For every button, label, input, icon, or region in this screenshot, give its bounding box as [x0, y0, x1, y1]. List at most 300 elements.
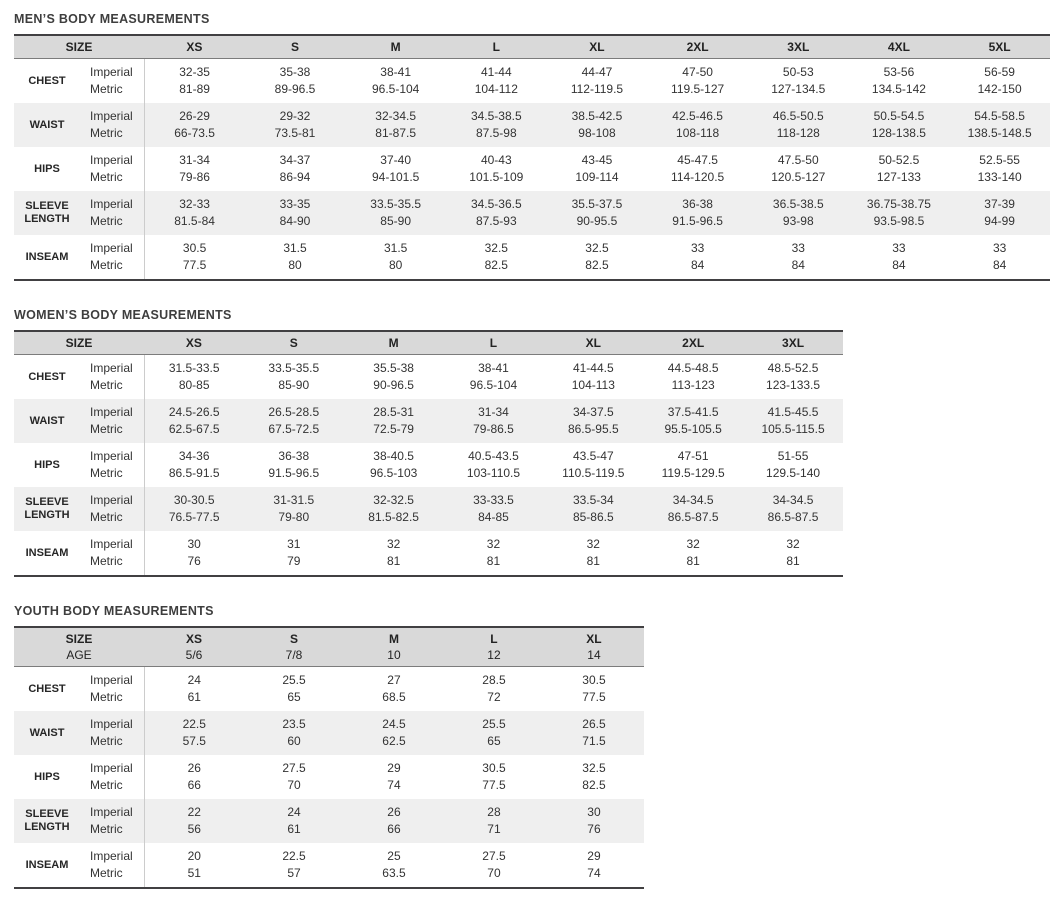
metric-label: Metric — [90, 466, 123, 480]
row-label: SLEEVE LENGTH — [24, 496, 70, 521]
metric-value: 133-140 — [977, 170, 1022, 184]
measurement-cell — [345, 59, 446, 104]
measurement-cell — [849, 235, 950, 280]
measurement-cell — [544, 711, 644, 755]
measurement-cell — [344, 799, 444, 843]
metric-value: 90-96.5 — [373, 378, 414, 392]
size-value: M — [390, 40, 401, 54]
metric-value: 70 — [487, 866, 501, 880]
measurement-cell — [444, 399, 544, 443]
imperial-value: 34-36 — [178, 449, 210, 463]
imperial-value: 30.5 — [582, 673, 606, 687]
imperial-label: Imperial — [90, 761, 133, 775]
imperial-value: 26 — [187, 761, 201, 775]
unit-column — [80, 399, 144, 443]
unit-column — [80, 755, 144, 799]
measurement-cell — [849, 147, 950, 191]
measurement-cell — [344, 667, 444, 712]
imperial-value: 32 — [686, 537, 700, 551]
imperial-label: Imperial — [90, 537, 133, 551]
imperial-value: 37-40 — [380, 153, 411, 167]
metric-value: 96.5-104 — [469, 378, 518, 392]
imperial-value: 33.5-35.5 — [268, 361, 320, 375]
metric-value: 114-120.5 — [671, 170, 725, 184]
metric-value: 77.5 — [182, 258, 207, 272]
measurement-cell — [144, 531, 244, 576]
metric-value: 66-73.5 — [174, 126, 215, 140]
metric-value: 84 — [892, 258, 906, 272]
measurement-cell — [547, 147, 648, 191]
size-col-header — [345, 35, 446, 59]
metric-value: 76 — [187, 554, 201, 568]
imperial-label: Imperial — [90, 717, 133, 731]
age-value: 14 — [587, 648, 601, 662]
metric-value: 96.5-103 — [369, 466, 418, 480]
measurement-cell — [344, 355, 444, 400]
imperial-value: 46.5-50.5 — [772, 109, 824, 123]
size-label-line: SIZE — [65, 40, 93, 54]
measurement-cell — [748, 59, 849, 104]
size-label-line: SIZE — [65, 632, 93, 646]
measurement-cell — [743, 487, 843, 531]
imperial-value: 40-43 — [480, 153, 512, 167]
size-value: XL — [589, 40, 605, 54]
imperial-value: 31.5-33.5 — [168, 361, 220, 375]
metric-label: Metric — [90, 866, 123, 880]
metric-value: 80 — [388, 258, 403, 272]
imperial-value: 53-56 — [883, 65, 915, 79]
metric-value: 67.5-72.5 — [268, 422, 320, 436]
imperial-value: 31-34 — [478, 405, 509, 419]
measurement-cell — [344, 843, 444, 888]
metric-value: 85-86.5 — [572, 510, 614, 524]
imperial-value: 32-32.5 — [373, 493, 414, 507]
size-col-header — [643, 331, 743, 355]
measurement-cell — [344, 487, 444, 531]
imperial-value: 51-55 — [777, 449, 809, 463]
imperial-value: 34-37.5 — [572, 405, 614, 419]
metric-value: 51 — [187, 866, 201, 880]
measurement-cell — [344, 531, 444, 576]
measurement-cell — [144, 667, 244, 712]
imperial-value: 34-37 — [279, 153, 311, 167]
imperial-value: 30.5 — [182, 241, 207, 255]
unit-column — [80, 355, 144, 400]
age-value: 7/8 — [285, 648, 303, 662]
unit-column — [80, 443, 144, 487]
imperial-value: 38.5-42.5 — [571, 109, 623, 123]
measurement-cell — [748, 103, 849, 147]
metric-value: 110.5-119.5 — [562, 466, 625, 480]
metric-value: 89-96.5 — [274, 82, 316, 96]
metric-value: 65 — [287, 690, 301, 704]
measurement-cell — [444, 531, 544, 576]
size-col-header — [544, 627, 644, 667]
imperial-value: 44.5-48.5 — [667, 361, 719, 375]
measurement-cell — [446, 59, 547, 104]
metric-value: 81 — [786, 554, 800, 568]
measurement-cell — [547, 103, 648, 147]
imperial-value: 28 — [487, 805, 501, 819]
imperial-value: 32-35 — [179, 65, 210, 79]
metric-label: Metric — [90, 170, 123, 184]
size-col-header — [849, 35, 950, 59]
measurement-row — [14, 235, 1050, 280]
size-value: S — [290, 40, 299, 54]
measurement-cell — [244, 531, 344, 576]
measurement-cell — [144, 843, 244, 888]
measurement-cell — [444, 443, 544, 487]
metric-label: Metric — [90, 510, 123, 524]
metric-value: 86.5-91.5 — [168, 466, 220, 480]
row-label: CHEST — [28, 370, 66, 383]
measurement-cell — [544, 799, 644, 843]
measurement-row — [14, 147, 1050, 191]
metric-value: 66 — [187, 778, 201, 792]
size-col-header — [344, 627, 444, 667]
measurement-cell — [244, 711, 344, 755]
imperial-label: Imperial — [90, 849, 133, 863]
unit-column — [80, 843, 144, 888]
measurement-cell — [547, 235, 648, 280]
size-value: L — [489, 336, 498, 350]
measurement-cell — [144, 755, 244, 799]
measurement-cell — [344, 711, 444, 755]
imperial-value: 29 — [387, 761, 401, 775]
measurement-cell — [144, 399, 244, 443]
imperial-value: 32 — [786, 537, 800, 551]
size-col-header — [344, 331, 444, 355]
size-col-header — [144, 627, 244, 667]
metric-value: 86.5-95.5 — [567, 422, 619, 436]
imperial-value: 32 — [386, 537, 401, 551]
measurement-cell — [643, 531, 743, 576]
measurement-cell — [245, 147, 346, 191]
measurement-cell — [345, 103, 446, 147]
row-label: WAIST — [29, 414, 65, 427]
measurement-cell — [743, 399, 843, 443]
imperial-value: 32 — [586, 537, 600, 551]
measurement-row — [14, 59, 1050, 104]
imperial-value: 23.5 — [282, 717, 306, 731]
metric-value: 84-85 — [478, 510, 509, 524]
imperial-value: 38-41 — [380, 65, 411, 79]
metric-value: 142-150 — [977, 82, 1022, 96]
measurement-cell — [244, 799, 344, 843]
metric-value: 91.5-96.5 — [672, 214, 723, 228]
metric-value: 105.5-115.5 — [761, 422, 825, 436]
metric-value: 74 — [387, 778, 401, 792]
metric-label: Metric — [90, 82, 123, 96]
womens-section-title: WOMEN’S BODY MEASUREMENTS — [14, 308, 232, 322]
metric-value: 118-128 — [776, 126, 820, 140]
measurement-cell — [748, 191, 849, 235]
metric-label: Metric — [90, 734, 123, 748]
measurement-cell — [647, 235, 748, 280]
metric-value: 108-118 — [676, 126, 720, 140]
unit-column — [80, 799, 144, 843]
unit-column — [80, 667, 144, 712]
metric-value: 79-86 — [179, 170, 210, 184]
size-header-row — [14, 35, 1050, 59]
size-col-header — [743, 331, 843, 355]
unit-column — [80, 235, 144, 280]
imperial-value: 32.5 — [585, 241, 609, 255]
metric-value: 68.5 — [382, 690, 406, 704]
measurement-cell — [647, 103, 748, 147]
size-col-header — [543, 331, 643, 355]
imperial-value: 22 — [187, 805, 201, 819]
size-col-header — [748, 35, 849, 59]
measurement-cell — [748, 147, 849, 191]
imperial-value: 32-33 — [179, 197, 210, 211]
metric-value: 120.5-127 — [771, 170, 826, 184]
measurement-row — [14, 191, 1050, 235]
imperial-value: 24 — [287, 805, 301, 819]
metric-value: 65 — [487, 734, 501, 748]
youth-measurements-section — [14, 604, 1050, 889]
measurement-cell — [444, 487, 544, 531]
size-col-header — [446, 35, 547, 59]
measurement-cell — [444, 799, 544, 843]
size-value: XS — [185, 336, 202, 350]
measurement-cell — [444, 843, 544, 888]
age-value: 10 — [387, 648, 401, 662]
metric-value: 98-108 — [578, 126, 616, 140]
size-value: XL — [586, 632, 602, 646]
size-header-label — [14, 35, 144, 59]
metric-value: 127-134.5 — [771, 82, 826, 96]
metric-value: 57 — [287, 866, 301, 880]
imperial-value: 34-34.5 — [672, 493, 714, 507]
row-label: CHEST — [28, 74, 66, 87]
measurement-cell — [446, 235, 547, 280]
measurement-cell — [849, 59, 950, 104]
size-header-label — [14, 627, 144, 667]
metric-value: 84 — [690, 258, 705, 272]
imperial-value: 25.5 — [482, 717, 506, 731]
imperial-value: 33 — [892, 241, 906, 255]
imperial-value: 41-44 — [480, 65, 512, 79]
youth-section-title: YOUTH BODY MEASUREMENTS — [14, 604, 214, 618]
metric-value: 81 — [686, 554, 700, 568]
imperial-label: Imperial — [90, 405, 133, 419]
metric-value: 63.5 — [382, 866, 406, 880]
row-label: HIPS — [34, 770, 60, 783]
measurement-cell — [245, 235, 346, 280]
row-label: INSEAM — [25, 546, 69, 559]
measurement-cell — [345, 235, 446, 280]
row-label: HIPS — [34, 162, 60, 175]
row-label: INSEAM — [25, 858, 69, 871]
imperial-value: 32-34.5 — [375, 109, 416, 123]
measurement-row — [14, 355, 843, 400]
measurement-cell — [643, 487, 743, 531]
size-value: XS — [186, 632, 203, 646]
metric-value: 84 — [791, 258, 805, 272]
measurement-cell — [245, 103, 346, 147]
metric-label: Metric — [90, 126, 123, 140]
mens-measurements-section — [14, 12, 1050, 281]
imperial-value: 26.5 — [582, 717, 606, 731]
imperial-value: 34-34.5 — [772, 493, 814, 507]
size-col-header — [144, 331, 244, 355]
size-col-header — [949, 35, 1050, 59]
size-value: 4XL — [887, 40, 910, 54]
imperial-value: 26.5-28.5 — [268, 405, 320, 419]
measurement-cell — [647, 147, 748, 191]
size-value: M — [388, 632, 399, 646]
imperial-value: 47-50 — [682, 65, 713, 79]
size-value: XL — [585, 336, 601, 350]
measurement-cell — [949, 147, 1050, 191]
measurement-cell — [244, 667, 344, 712]
row-label: CHEST — [28, 682, 66, 695]
imperial-value: 33-35 — [279, 197, 311, 211]
measurement-cell — [144, 443, 244, 487]
size-value: M — [388, 336, 399, 350]
imperial-label: Imperial — [90, 65, 133, 79]
imperial-value: 24 — [187, 673, 201, 687]
metric-value: 61 — [187, 690, 201, 704]
metric-value: 104-112 — [474, 82, 518, 96]
measurement-cell — [543, 355, 643, 400]
imperial-value: 35.5-38 — [373, 361, 414, 375]
unit-column — [80, 531, 144, 576]
measurement-row — [14, 843, 644, 888]
metric-value: 104-113 — [571, 378, 615, 392]
metric-value: 71 — [487, 822, 501, 836]
measurement-cell — [647, 191, 748, 235]
imperial-value: 36-38 — [682, 197, 713, 211]
imperial-label: Imperial — [90, 493, 133, 507]
measurement-cell — [547, 191, 648, 235]
measurement-row — [14, 667, 644, 712]
imperial-value: 36.5-38.5 — [772, 197, 824, 211]
imperial-value: 56-59 — [984, 65, 1015, 79]
metric-label: Metric — [90, 690, 123, 704]
imperial-value: 22.5 — [182, 717, 206, 731]
metric-value: 94-99 — [984, 214, 1015, 228]
metric-value: 56 — [187, 822, 201, 836]
measurement-cell — [244, 487, 344, 531]
metric-value: 96.5-104 — [371, 82, 420, 96]
unit-column — [80, 103, 144, 147]
imperial-value: 33 — [690, 241, 705, 255]
imperial-value: 45-47.5 — [677, 153, 718, 167]
imperial-value: 31-31.5 — [273, 493, 315, 507]
row-label: HIPS — [34, 458, 60, 471]
imperial-value: 36.75-38.75 — [866, 197, 931, 211]
imperial-label: Imperial — [90, 241, 133, 255]
imperial-value: 37.5-41.5 — [667, 405, 719, 419]
measurement-cell — [344, 443, 444, 487]
metric-value: 82.5 — [484, 258, 508, 272]
metric-value: 73.5-81 — [274, 126, 316, 140]
metric-value: 62.5 — [382, 734, 406, 748]
metric-value: 91.5-96.5 — [268, 466, 320, 480]
womens-measurements-section — [14, 308, 1050, 577]
metric-value: 113-123 — [671, 378, 715, 392]
measurement-cell — [245, 59, 346, 104]
measurement-cell — [244, 355, 344, 400]
mens-size-table — [14, 34, 1050, 281]
row-label: WAIST — [29, 726, 65, 739]
imperial-value: 50-53 — [782, 65, 814, 79]
imperial-label: Imperial — [90, 449, 133, 463]
size-col-header — [244, 627, 344, 667]
imperial-value: 44-47 — [581, 65, 613, 79]
imperial-value: 41-44.5 — [572, 361, 614, 375]
imperial-value: 22.5 — [282, 849, 306, 863]
measurement-cell — [144, 147, 245, 191]
metric-value: 81 — [386, 554, 401, 568]
measurement-cell — [543, 487, 643, 531]
imperial-value: 35-38 — [279, 65, 311, 79]
measurement-cell — [849, 103, 950, 147]
measurement-cell — [144, 59, 245, 104]
imperial-label: Imperial — [90, 109, 133, 123]
measurement-cell — [949, 191, 1050, 235]
metric-label: Metric — [90, 214, 123, 228]
imperial-value: 27 — [387, 673, 401, 687]
imperial-value: 26-29 — [179, 109, 210, 123]
metric-value: 81.5-82.5 — [368, 510, 419, 524]
measurement-row — [14, 103, 1050, 147]
metric-value: 81.5-84 — [174, 214, 215, 228]
imperial-value: 48.5-52.5 — [767, 361, 819, 375]
metric-value: 81 — [486, 554, 501, 568]
metric-value: 76.5-77.5 — [168, 510, 220, 524]
measurement-cell — [743, 355, 843, 400]
imperial-value: 41.5-45.5 — [767, 405, 819, 419]
row-label: SLEEVE LENGTH — [24, 808, 70, 833]
measurement-cell — [446, 191, 547, 235]
metric-value: 84 — [992, 258, 1007, 272]
unit-column — [80, 191, 144, 235]
imperial-label: Imperial — [90, 197, 133, 211]
size-value: XS — [186, 40, 203, 54]
size-value: L — [492, 40, 500, 54]
metric-value: 138.5-148.5 — [967, 126, 1032, 140]
measurement-cell — [144, 103, 245, 147]
imperial-value: 33.5-35.5 — [370, 197, 422, 211]
imperial-value: 20 — [187, 849, 201, 863]
measurement-row — [14, 799, 644, 843]
measurement-cell — [643, 399, 743, 443]
imperial-value: 30 — [587, 805, 601, 819]
size-col-header — [444, 627, 544, 667]
imperial-value: 24.5 — [382, 717, 406, 731]
imperial-value: 38-41 — [478, 361, 509, 375]
row-label: WAIST — [29, 118, 65, 131]
measurement-cell — [344, 399, 444, 443]
imperial-value: 33 — [992, 241, 1007, 255]
metric-value: 81-87.5 — [375, 126, 416, 140]
measurement-cell — [444, 711, 544, 755]
measurement-cell — [144, 799, 244, 843]
metric-value: 95.5-105.5 — [664, 422, 722, 436]
measurement-cell — [743, 531, 843, 576]
measurement-row — [14, 399, 843, 443]
imperial-value: 31 — [287, 537, 301, 551]
measurement-cell — [949, 235, 1050, 280]
measurement-cell — [544, 667, 644, 712]
imperial-value: 25 — [387, 849, 401, 863]
metric-value: 81-89 — [179, 82, 210, 96]
imperial-value: 25.5 — [282, 673, 306, 687]
metric-value: 86.5-87.5 — [667, 510, 719, 524]
